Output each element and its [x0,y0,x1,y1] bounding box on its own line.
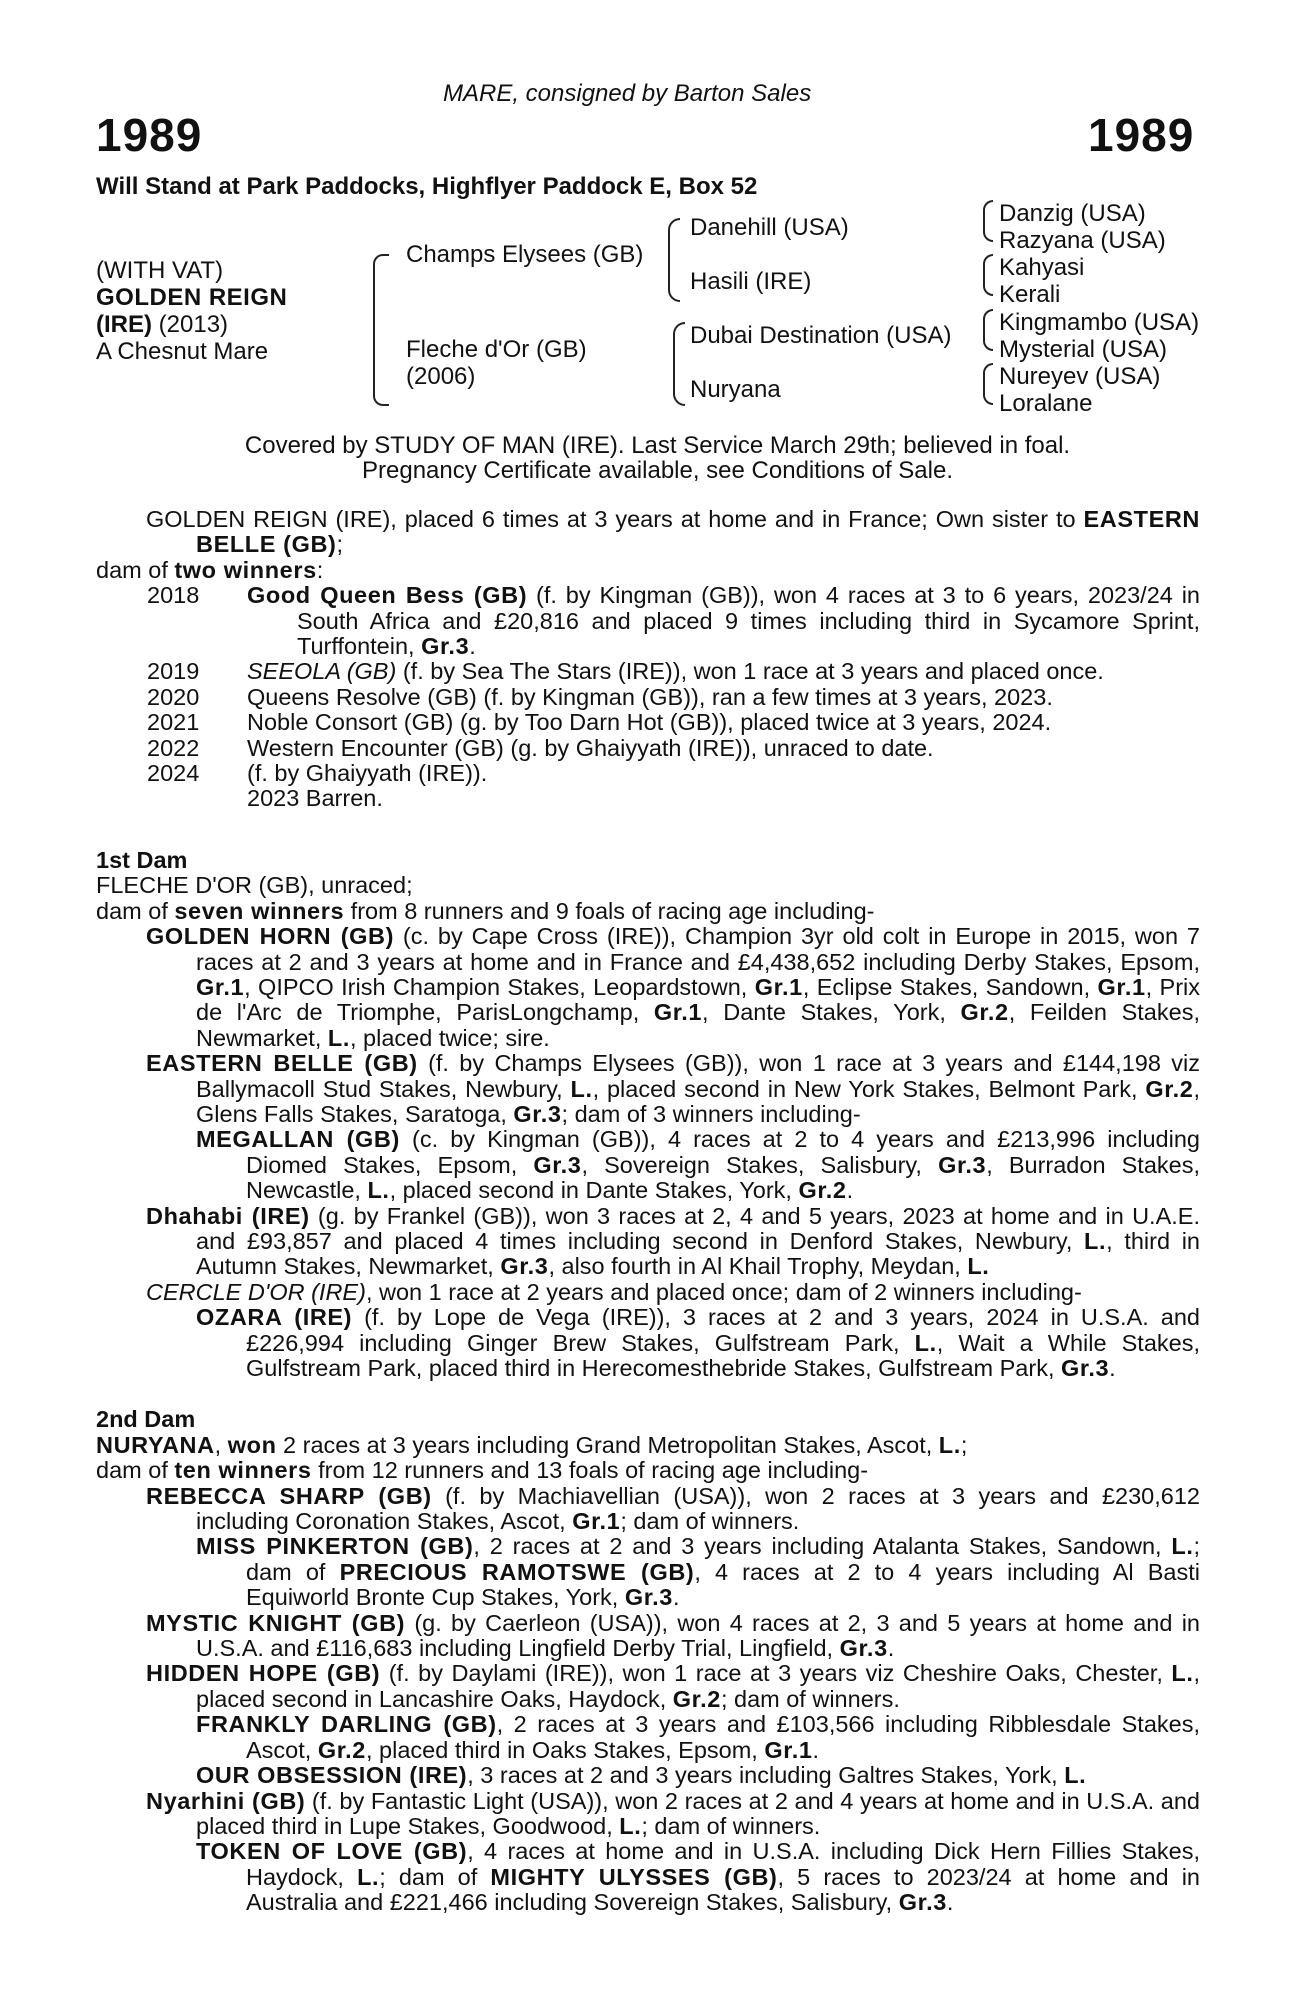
text-run: . [887,1635,895,1662]
text-run: ; dam of winners. [641,1812,821,1839]
bold-text-run: Gr.3 [533,1151,582,1178]
text-run: . [812,1736,820,1763]
progeny-text: (f. by Kingman (GB)), won 4 races at 3 to 6 years, 2023/24 in South Africa and £20,816 and placed 9 times including third in Sycamore Sprint, Turffontein, [297,582,1201,660]
pedigree-g5: Kingmambo (USA) [999,309,1200,336]
progeny-entry: Queens Resolve (GB) (f. by Kingman (GB)), ran a few times at 3 years, 2023. [247,683,1053,710]
text-run: (f. by Machiavellian (USA)), won 2 races at 3 years and £230,612 including Coronation Stakes, Ascot, [196,1482,1200,1535]
first-dam-summary [96,899,1200,924]
text-run: , Eclipse Stakes, Sandown, [802,973,1098,1000]
progeny-year: 2022 [147,734,200,761]
text-run: (c. by Cape Cross (IRE)), Champion 3yr old colt in Europe in 2015, won 7 races at 2 and 3 years at home and in France and £4,438,652 including Derby Stakes, Epsom, [196,923,1201,975]
second-dam-summary [96,1458,1200,1483]
bold-text-run: won [227,1431,277,1458]
pedigree-dam-dam: Nuryana [690,376,781,403]
text-run: (g. by Frankel (GB)), won 3 races at 2, 4 and 5 years, 2023 at home and in U.A.E. and £93,857 and placed 4 times including second in Denford Stakes, Newbury, [196,1202,1200,1254]
bold-text-run: Gr.3 [624,1584,673,1611]
bold-text-run: L. [938,1431,961,1458]
pedigree-g2: Razyana (USA) [999,227,1166,254]
horse-description: A Chesnut Mare [96,338,269,365]
progeny-year: 2020 [147,683,200,710]
pedigree-g7: Nureyev (USA) [999,363,1161,390]
text-run: , placed second in Lancashire Oaks, Haydock, [196,1660,1200,1712]
offspring-name: EASTERN BELLE (GB) [146,1050,418,1077]
horse-name: GOLDEN REIGN [96,284,288,311]
bold-text-run: Gr.1 [754,973,803,1000]
pedigree-brace-dam-parents [673,322,685,406]
progeny-end: . [469,633,476,660]
second-dam-name: NURYANA [96,1431,215,1458]
bold-text-run: L. [367,1177,390,1204]
pedigree-sire-sire: Danehill (USA) [690,214,849,241]
progeny-entry: 2023 Barren. [247,785,383,812]
offspring-name: MISS PINKERTON (GB) [196,1533,474,1560]
text-run: (g. by Caerleon (USA)), won 4 races at 2, 3 and 5 years at home and in U.S.A. and £116,683 including Lingfield Derby Trial, Lingfield, [196,1609,1200,1662]
offspring-name: Nyarhini (GB) [146,1787,306,1814]
progeny-text: (f. by Sea The Stars (IRE)), won 1 race at 3 years and placed once. [396,658,1104,685]
bold-text-run: L. [327,1024,350,1051]
bold-text-run: L. [619,1812,642,1839]
bold-text-run: Gr.1 [196,973,245,1000]
offspring-mystic-knight [96,1611,1200,1662]
horse-year: (2013) [158,311,229,338]
bold-text-run: Gr.1 [764,1736,813,1763]
offspring-nyarhini [96,1789,1200,1840]
offspring-ozara [96,1305,1200,1381]
bold-text-run: PRECIOUS RAMOTSWE (GB) [339,1558,695,1585]
offspring-miss-pinkerton [96,1534,1200,1610]
pedigree-brace-sire-parents [668,218,680,302]
summary-text: from 8 runners and 9 foals of racing age including- [344,897,875,924]
intro-paragraph [96,507,1200,558]
progeny-year: 2021 [147,709,200,736]
second-dam-line [96,1433,1200,1458]
text-run: , 4 races at home and in U.S.A. including Dick Hern Fillies Stakes, Haydock, [246,1838,1200,1890]
text-run: ; dam of [246,1533,1200,1585]
vat-label: (WITH VAT) [96,257,224,284]
offspring-name: MEGALLAN (GB) [196,1126,400,1153]
offspring-golden-horn [96,924,1200,1051]
horse-origin-year [96,311,228,338]
text-run: , 4 races at 2 to 4 years including Al Basti Equiworld Bronte Cup Stakes, York, [246,1558,1200,1611]
bold-text-run: Gr.2 [960,999,1009,1026]
text-run: , third in Autumn Stakes, Newmarket, [196,1227,1200,1280]
text-run: dam of [96,1457,175,1484]
text-run: , Glens Falls Stakes, Saratoga, [196,1075,1200,1127]
intro-dam-of [96,558,1200,583]
text-run: (f. by Fantastic Light (USA)), won 2 races at 2 and 4 years at home and in U.S.A. and placed third in Lupe Stakes, Goodwood, [196,1787,1200,1839]
offspring-name: GOLDEN HORN (GB) [146,923,394,950]
bold-text-run: Gr.2 [672,1685,721,1712]
offspring-name: MYSTIC KNIGHT (GB) [146,1609,406,1636]
text-run: , Sovereign Stakes, Salisbury, [581,1151,939,1178]
text-run: , 2 races at 3 years and £103,566 including Ribblesdale Stakes, Ascot, [246,1711,1200,1763]
intro-dam-of-text: dam of [96,556,175,583]
text-run: . [846,1177,854,1204]
bold-text-run: L. [1171,1533,1194,1560]
text-run: , 2 races at 2 and 3 years including Atalanta Stakes, Sandown, [473,1533,1172,1560]
text-run: , won 1 race at 2 years and placed once; dam of 2 winners including- [365,1278,1082,1305]
bold-text-run: Gr.3 [898,1889,947,1916]
offspring-our-obsession [96,1763,1200,1788]
text-run: , Feilden Stakes, Newmarket, [196,999,1200,1051]
catalogue-body [96,507,1200,1916]
pedigree-brace-g1 [983,200,993,242]
intro-winners-count: two winners [174,556,317,583]
bold-text-run: Gr.2 [317,1736,366,1763]
text-run: ; dam of [379,1863,491,1890]
offspring-name: OZARA (IRE) [196,1304,353,1331]
text-run: (f. by Lope de Vega (IRE)), 3 races at 2 and 3 years, 2024 in U.S.A. and £226,994 including Ginger Brew Stakes, Gulfstream Park, [246,1304,1200,1356]
bold-text-run: L. [357,1863,380,1890]
bold-text-run: L. [1084,1227,1107,1254]
offspring-name: OUR OBSESSION (IRE) [196,1762,468,1789]
pedigree-dam-year: (2006) [406,363,476,390]
text-run: from 12 runners and 13 foals of racing age including- [311,1457,869,1484]
first-dam-heading: 1st Dam [96,846,188,873]
progeny-year: 2019 [147,658,200,685]
progeny-entry [247,583,1200,659]
pedigree-g8: Loralane [999,390,1093,417]
text-run: , also fourth in Al Khail Trophy, Meydan, [548,1253,968,1280]
bold-text-run: Gr.1 [1097,973,1146,1000]
offspring-name: CERCLE D'OR (IRE) [146,1278,366,1305]
text-run: . [946,1889,954,1916]
pedigree-sire-dam: Hasili (IRE) [690,268,812,295]
bold-text-run: L. [1064,1762,1087,1789]
pedigree-g4: Kerali [999,281,1061,308]
offspring-name: TOKEN OF LOVE (GB) [196,1838,468,1865]
progeny-table [96,583,1200,812]
text-run: ; dam of winners. [620,1508,800,1535]
intro-text: GOLDEN REIGN (IRE), placed 6 times at 3 years at home and in France; Own sister to [146,506,1084,532]
progeny-entry: (f. by Ghaiyyath (IRE)). [247,760,488,787]
horse-origin: (IRE) [96,311,152,338]
bold-text-run: Gr.1 [572,1508,621,1535]
bold-text-run: Gr.2 [798,1177,847,1204]
bold-text-run: Gr.3 [1061,1355,1110,1381]
covered-note: Covered by STUDY OF MAN (IRE). Last Service March 29th; believed in foal. [244,432,1071,459]
bold-text-run: Gr.3 [839,1635,888,1662]
offspring-frankly-darling [96,1712,1200,1763]
bold-text-run: Gr.3 [513,1100,562,1127]
bold-text-run: Gr.3 [500,1253,549,1280]
text-run: , placed twice; sire. [349,1024,550,1051]
summary-text: dam of [96,897,175,924]
bold-text-run: L. [967,1253,990,1280]
text-run: 2 races at 3 years including Grand Metropolitan Stakes, Ascot, [276,1431,939,1458]
pedigree-sire: Champs Elysees (GB) [406,241,644,268]
bold-text-run: L. [570,1075,593,1102]
certificate-note: Pregnancy Certificate available, see Conditions of Sale. [362,457,953,484]
text-run: , placed second in Dante Stakes, York, [389,1177,799,1204]
progeny-name: SEEOLA (GB) [247,658,397,685]
pedigree-brace-g3 [983,309,993,351]
progeny-entry: Western Encounter (GB) (g. by Ghaiyyath (IRE)), unraced to date. [247,734,934,761]
pedigree-brace-parents [373,254,389,406]
offspring-name: REBECCA SHARP (GB) [146,1482,432,1509]
consignor-subtitle: MARE, consigned by Barton Sales [443,80,812,107]
offspring-dhahabi [96,1204,1200,1280]
bold-text-run: L. [1171,1660,1194,1687]
text-run: , Wait a While Stakes, Gulfstream Park, placed third in Herecomesthebride Stakes, Gulfstream Park, [246,1329,1200,1381]
stabling-location: Will Stand at Park Paddocks, Highflyer Paddock E, Box 52 [96,173,758,200]
offspring-rebecca-sharp [96,1484,1200,1535]
offspring-cercle-dor [96,1280,1200,1305]
second-dam-heading: 2nd Dam [96,1406,196,1433]
text-run: (c. by Kingman (GB)), 4 races at 2 to 4 years and £213,996 including Diomed Stakes, Epsom, [246,1126,1200,1178]
first-dam-line: FLECHE D'OR (GB), unraced; [96,872,413,899]
text-run: , placed third in Oaks Stakes, Epsom, [365,1736,765,1763]
intro-sibling: EASTERN BELLE (GB) [196,506,1200,558]
bold-text-run: Gr.3 [938,1151,987,1178]
offspring-token-of-love [96,1839,1200,1915]
progeny-year [96,786,247,811]
bold-text-run: ten winners [174,1457,312,1484]
pedigree-dam: Fleche d'Or (GB) [406,336,587,363]
progeny-entry: Noble Consort (GB) (g. by Too Darn Hot (GB)), placed twice at 3 years, 2024. [247,709,1052,736]
intro-punct: ; [336,531,343,558]
pedigree-dam-sire: Dubai Destination (USA) [690,322,952,349]
pedigree-g3: Kahyasi [999,254,1085,281]
text-run: , 3 races at 2 and 3 years including Galtres Stakes, York, [467,1762,1065,1789]
offspring-name: Dhahabi (IRE) [146,1202,310,1229]
text-run: . [672,1584,680,1611]
bold-text-run: Gr.2 [1145,1075,1194,1102]
text-run: , Prix de l'Arc de Triomphe, ParisLongchamp, [196,973,1201,1026]
summary-winners: seven winners [174,897,345,924]
text-run: , Burradon Stakes, Newcastle, [246,1151,1200,1204]
text-run: (f. by Daylami (IRE)), won 1 race at 3 years viz Cheshire Oaks, Chester, [380,1660,1172,1687]
progeny-name: Good Queen Bess (GB) [247,582,528,609]
text-run: , [214,1431,228,1458]
progeny-year: 2018 [147,582,200,609]
pedigree-brace-g4 [983,363,993,405]
pedigree-g6: Mysterial (USA) [999,336,1168,363]
progeny-year: 2024 [147,760,200,787]
intro-colon: : [316,556,324,583]
text-run: , 5 races to 2023/24 at home and in Australia and £221,466 including Sovereign Stakes, Salisbury, [246,1863,1200,1916]
lot-number-left: 1989 [96,109,203,161]
text-run: . [1109,1355,1116,1381]
lot-number-right: 1989 [1088,109,1195,161]
offspring-name: HIDDEN HOPE (GB) [146,1660,381,1687]
text-run: , Dante Stakes, York, [702,999,961,1026]
offspring-megallan [96,1127,1200,1203]
progeny-grade: Gr.3 [421,633,470,660]
bold-text-run: Gr.1 [653,999,703,1026]
text-run: ; dam of winners. [720,1685,900,1712]
text-run: , placed second in New York Stakes, Belmont Park, [592,1075,1146,1102]
offspring-eastern-belle [96,1051,1200,1127]
offspring-name: FRANKLY DARLING (GB) [196,1711,497,1738]
text-run: (f. by Champs Elysees (GB)), won 1 race at 3 years and £144,198 viz Ballymacoll Stud Stakes, Newbury, [196,1050,1200,1102]
text-run: ; dam of 3 winners including- [561,1100,861,1127]
bold-text-run: MIGHTY ULYSSES (GB) [490,1863,778,1890]
offspring-hidden-hope [96,1661,1200,1712]
progeny-entry [247,659,1200,684]
bold-text-run: L. [914,1329,937,1356]
pedigree-brace-g2 [983,254,993,296]
text-run: ; [960,1431,968,1458]
pedigree-g1: Danzig (USA) [999,200,1146,227]
text-run: , QIPCO Irish Champion Stakes, Leopardstown, [244,973,755,1000]
